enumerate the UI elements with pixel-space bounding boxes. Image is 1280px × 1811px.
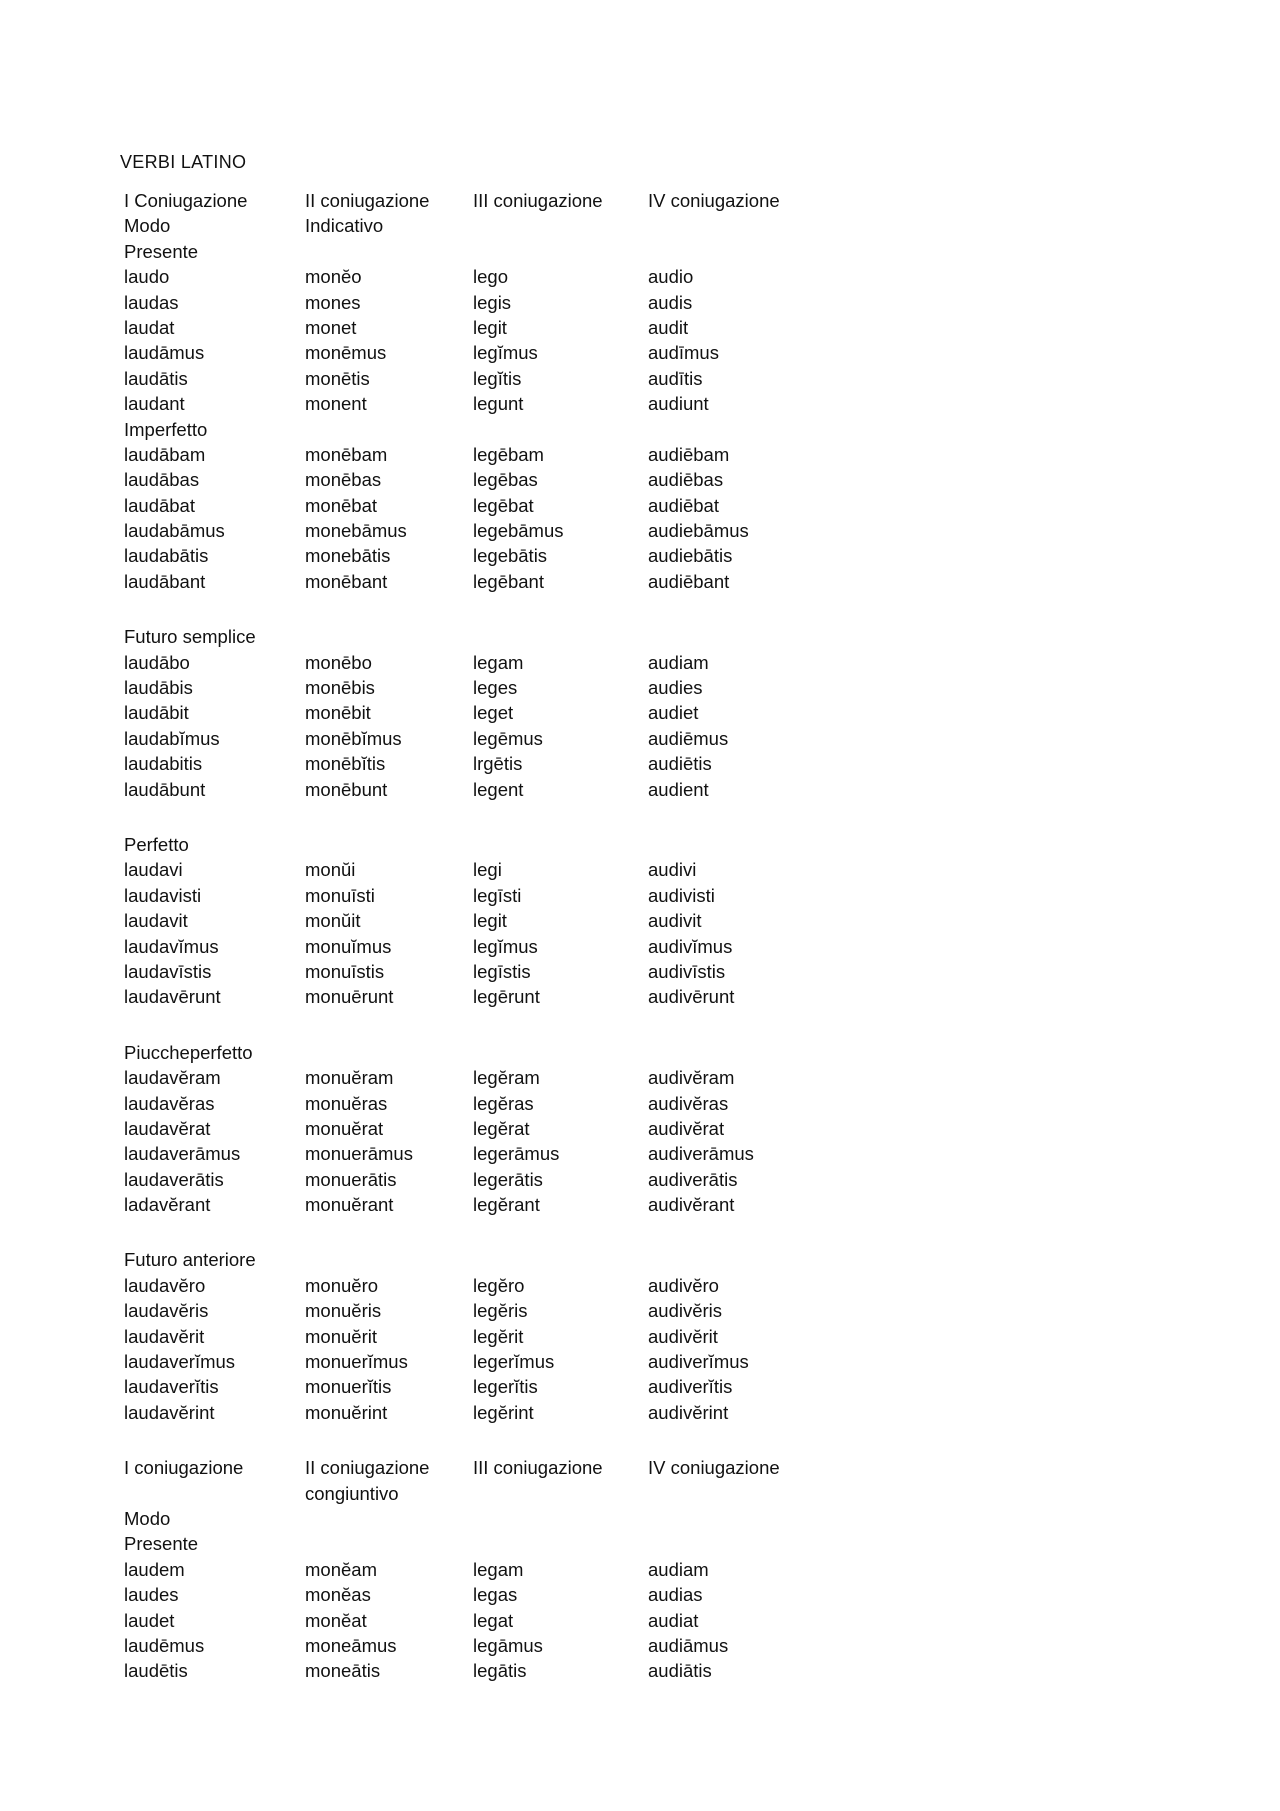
document-title: VERBI LATINO bbox=[120, 152, 247, 172]
conjugation-row-cell: audis bbox=[648, 291, 693, 313]
conjugation-row-cell: audiēbant bbox=[648, 570, 730, 592]
tense-heading bbox=[124, 1040, 824, 1065]
conjugation-row bbox=[124, 1608, 824, 1633]
conjugation-row-cell: leges bbox=[473, 677, 518, 699]
conjugation-row-cell: monuerātis bbox=[305, 1168, 397, 1190]
conjugation-row-cell: audiāmus bbox=[648, 1634, 729, 1656]
conjugation-row-cell: laudavit bbox=[124, 910, 188, 932]
conjugation-row-cell: monētis bbox=[305, 367, 370, 389]
conjugation-row bbox=[124, 1298, 824, 1323]
conjugation-row-cell: audivĕras bbox=[648, 1092, 729, 1114]
verb-table bbox=[124, 188, 824, 1684]
conjugation-row-cell: lrgētis bbox=[473, 753, 523, 775]
conjugation-row-cell: legēbam bbox=[473, 443, 544, 465]
conjugation-row-cell: audiētis bbox=[648, 753, 712, 775]
conjugation-row-cell: audiam bbox=[648, 1558, 709, 1580]
conjugation-row bbox=[124, 1273, 824, 1298]
conjugation-row-cell: laudabitis bbox=[124, 753, 203, 775]
conjugation-row-cell: monuĕras bbox=[305, 1092, 388, 1114]
conjugation-row-cell: laudem bbox=[124, 1558, 185, 1580]
conjugation-row bbox=[124, 543, 824, 568]
conjugation-row-cell: laudabĭmus bbox=[124, 727, 220, 749]
conjugation-row-cell: monuĕram bbox=[305, 1067, 394, 1089]
tense-heading-cell: Piuccheperfetto bbox=[124, 1041, 253, 1063]
tense-heading-cell: Presente bbox=[124, 1533, 199, 1555]
conjugation-row-cell: audias bbox=[648, 1584, 703, 1606]
conjugation-row-cell: audiam bbox=[648, 651, 709, 673]
conjugation-row-cell: monēbo bbox=[305, 651, 372, 673]
conjugation-row-cell: laudētis bbox=[124, 1660, 188, 1682]
conjugation-row-cell: laudābat bbox=[124, 494, 195, 516]
conjugation-row-cell: laudet bbox=[124, 1609, 175, 1631]
header-row-cell: II coniugazione bbox=[305, 1457, 430, 1479]
conjugation-row-cell: audivit bbox=[648, 910, 702, 932]
conjugation-row-cell: laudavĕrat bbox=[124, 1117, 211, 1139]
conjugation-row-cell: laudabātis bbox=[124, 545, 209, 567]
conjugation-row-cell: audivi bbox=[648, 859, 697, 881]
conjugation-row-cell: laudavĭmus bbox=[124, 935, 219, 957]
conjugation-row-cell: laudavĕro bbox=[124, 1274, 206, 1296]
conjugation-row-cell: moneātis bbox=[305, 1660, 381, 1682]
conjugation-row-cell: monēbat bbox=[305, 494, 377, 516]
tense-heading bbox=[124, 1531, 824, 1556]
conjugation-row-cell: monēbunt bbox=[305, 778, 388, 800]
conjugation-row-cell: monēbant bbox=[305, 570, 388, 592]
conjugation-row-cell: monuīsti bbox=[305, 884, 375, 906]
conjugation-row-cell: legis bbox=[473, 291, 512, 313]
conjugation-row-cell: legerĭtis bbox=[473, 1376, 538, 1398]
conjugation-row-cell: legebātis bbox=[473, 545, 548, 567]
conjugation-row-cell: audio bbox=[648, 266, 694, 288]
conjugation-row-cell: monuĕrat bbox=[305, 1117, 384, 1139]
conjugation-row-cell: audiverĭtis bbox=[648, 1376, 733, 1398]
conjugation-row-cell: laudes bbox=[124, 1584, 179, 1606]
header-row-cell: I Coniugazione bbox=[124, 190, 248, 211]
mode-row-cell: Indicativo bbox=[305, 215, 384, 237]
header-row-cell: IV coniugazione bbox=[648, 190, 780, 211]
conjugation-row-cell: monuērunt bbox=[305, 986, 394, 1008]
conjugation-row-cell: monebāmus bbox=[305, 520, 407, 542]
conjugation-row-cell: laudābam bbox=[124, 443, 206, 465]
conjugation-row bbox=[124, 1582, 824, 1607]
conjugation-row-cell: laudavĕram bbox=[124, 1067, 221, 1089]
conjugation-row-cell: audiēbat bbox=[648, 494, 719, 516]
conjugation-row-cell: monēbit bbox=[305, 702, 371, 724]
conjugation-row bbox=[124, 1141, 824, 1166]
conjugation-row-cell: audivisti bbox=[648, 884, 715, 906]
conjugation-row-cell: monet bbox=[305, 316, 357, 338]
conjugation-row-cell: legēmus bbox=[473, 727, 543, 749]
conjugation-row-cell: monuerāmus bbox=[305, 1143, 413, 1165]
conjugation-row-cell: audient bbox=[648, 778, 709, 800]
conjugation-row-cell: monĕas bbox=[305, 1584, 371, 1606]
conjugation-row bbox=[124, 777, 824, 802]
conjugation-row-cell: audivĭmus bbox=[648, 935, 733, 957]
conjugation-row bbox=[124, 984, 824, 1009]
conjugation-row-cell: monuĕrant bbox=[305, 1194, 394, 1216]
conjugation-row-cell: monuĕris bbox=[305, 1300, 382, 1322]
conjugation-row-cell: laudavĕras bbox=[124, 1092, 215, 1114]
conjugation-row-cell: mones bbox=[305, 291, 361, 313]
conjugation-row-cell: legit bbox=[473, 910, 507, 932]
conjugation-row-cell: audiat bbox=[648, 1609, 699, 1631]
header-row-cell: IV coniugazione bbox=[648, 1457, 780, 1479]
conjugation-row-cell: legēbat bbox=[473, 494, 534, 516]
conjugation-row-cell: ladavĕrant bbox=[124, 1194, 211, 1216]
conjugation-row-cell: monuerĭtis bbox=[305, 1376, 392, 1398]
mode-row bbox=[124, 1481, 824, 1506]
conjugation-row bbox=[124, 751, 824, 776]
conjugation-row-cell: audivĕrat bbox=[648, 1117, 725, 1139]
conjugation-row-cell: audītis bbox=[648, 367, 703, 389]
conjugation-row-cell: legĭmus bbox=[473, 935, 538, 957]
conjugation-row-cell: audiātis bbox=[648, 1660, 712, 1682]
conjugation-row bbox=[124, 518, 824, 543]
tense-heading bbox=[124, 1247, 824, 1272]
conjugation-row-cell: audivīstis bbox=[648, 960, 726, 982]
conjugation-row-cell: laudaverĭmus bbox=[124, 1351, 236, 1373]
conjugation-row-cell: leget bbox=[473, 702, 514, 724]
conjugation-row bbox=[124, 569, 824, 594]
conjugation-row bbox=[124, 264, 824, 289]
conjugation-row-cell: legerātis bbox=[473, 1168, 543, 1190]
conjugation-row-cell: legit bbox=[473, 316, 507, 338]
conjugation-row-cell: audivĕrant bbox=[648, 1194, 735, 1216]
conjugation-row-cell: laudābis bbox=[124, 677, 193, 699]
conjugation-row bbox=[124, 1192, 824, 1217]
conjugation-row-cell: laudas bbox=[124, 291, 179, 313]
header-row bbox=[124, 188, 824, 213]
conjugation-row-cell: audivērunt bbox=[648, 986, 735, 1008]
conjugation-row-cell: legērunt bbox=[473, 986, 540, 1008]
conjugation-row-cell: legĕrit bbox=[473, 1325, 524, 1347]
header-row-cell: III coniugazione bbox=[473, 190, 603, 211]
header-row-cell: II coniugazione bbox=[305, 190, 430, 211]
conjugation-row-cell: legīsti bbox=[473, 884, 522, 906]
conjugation-row bbox=[124, 290, 824, 315]
tense-heading bbox=[124, 832, 824, 857]
conjugation-row-cell: monuĕrint bbox=[305, 1401, 388, 1423]
conjugation-row-cell: legēbant bbox=[473, 570, 544, 592]
conjugation-row bbox=[124, 700, 824, 725]
conjugation-row-cell: monēbam bbox=[305, 443, 388, 465]
mode-row-cell: congiuntivo bbox=[305, 1482, 399, 1504]
conjugation-row bbox=[124, 1091, 824, 1116]
conjugation-row-cell: laudaverāmus bbox=[124, 1143, 241, 1165]
conjugation-row-cell: laudēmus bbox=[124, 1634, 205, 1656]
conjugation-row-cell: legerĭmus bbox=[473, 1351, 555, 1373]
mode-label-row bbox=[124, 1506, 824, 1531]
conjugation-row-cell: legātis bbox=[473, 1660, 527, 1682]
conjugation-row bbox=[124, 1167, 824, 1192]
tense-heading bbox=[124, 239, 824, 264]
conjugation-row-cell: legāmus bbox=[473, 1634, 543, 1656]
header-row-cell: III coniugazione bbox=[473, 1457, 603, 1479]
conjugation-row-cell: audiebāmus bbox=[648, 520, 749, 542]
conjugation-row-cell: laudaverātis bbox=[124, 1168, 224, 1190]
tense-heading bbox=[124, 417, 824, 442]
conjugation-row-cell: monent bbox=[305, 393, 367, 415]
conjugation-row-cell: audiverātis bbox=[648, 1168, 738, 1190]
conjugation-row bbox=[124, 340, 824, 365]
tense-heading-cell: Futuro semplice bbox=[124, 626, 256, 648]
conjugation-row-cell: legunt bbox=[473, 393, 524, 415]
conjugation-row-cell: laudo bbox=[124, 266, 170, 288]
conjugation-row-cell: lego bbox=[473, 266, 508, 288]
tense-heading-cell: Perfetto bbox=[124, 833, 189, 855]
conjugation-row-cell: audiebātis bbox=[648, 545, 733, 567]
conjugation-row-cell: monuĭmus bbox=[305, 935, 392, 957]
conjugation-row-cell: laudant bbox=[124, 393, 185, 415]
conjugation-row-cell: monuerĭmus bbox=[305, 1351, 408, 1373]
conjugation-row-cell: audiverĭmus bbox=[648, 1351, 749, 1373]
tense-heading bbox=[124, 624, 824, 649]
conjugation-row bbox=[124, 675, 824, 700]
conjugation-row-cell: monĕam bbox=[305, 1558, 377, 1580]
conjugation-row-cell: legĕram bbox=[473, 1067, 540, 1089]
conjugation-row bbox=[124, 1557, 824, 1582]
conjugation-row bbox=[124, 1658, 824, 1683]
conjugation-row-cell: laudābant bbox=[124, 570, 206, 592]
tense-heading-cell: Futuro anteriore bbox=[124, 1249, 256, 1271]
conjugation-row bbox=[124, 442, 824, 467]
conjugation-row-cell: audit bbox=[648, 316, 689, 338]
conjugation-row-cell: legīstis bbox=[473, 960, 531, 982]
conjugation-row bbox=[124, 1324, 824, 1349]
conjugation-row bbox=[124, 1374, 824, 1399]
header-row bbox=[124, 1455, 824, 1480]
conjugation-row bbox=[124, 934, 824, 959]
conjugation-row bbox=[124, 1633, 824, 1658]
conjugation-row-cell: audiverāmus bbox=[648, 1143, 754, 1165]
conjugation-row-cell: audivĕram bbox=[648, 1067, 735, 1089]
conjugation-row-cell: audiēbas bbox=[648, 469, 724, 491]
conjugation-row-cell: legĕro bbox=[473, 1274, 525, 1296]
conjugation-row bbox=[124, 366, 824, 391]
conjugation-row-cell: legĕras bbox=[473, 1092, 534, 1114]
conjugation-row-cell: laudabāmus bbox=[124, 520, 225, 542]
conjugation-row-cell: legat bbox=[473, 1609, 514, 1631]
conjugation-row-cell: legĕrint bbox=[473, 1401, 534, 1423]
conjugation-row bbox=[124, 650, 824, 675]
conjugation-row-cell: laudavīstis bbox=[124, 960, 212, 982]
conjugation-row-cell: monŭi bbox=[305, 859, 356, 881]
conjugation-row bbox=[124, 908, 824, 933]
conjugation-row bbox=[124, 726, 824, 751]
conjugation-row bbox=[124, 1349, 824, 1374]
conjugation-row-cell: laudavi bbox=[124, 859, 183, 881]
conjugation-row-cell: laudat bbox=[124, 316, 175, 338]
conjugation-row-cell: monēbas bbox=[305, 469, 382, 491]
conjugation-row-cell: monĕo bbox=[305, 266, 362, 288]
conjugation-row-cell: audīmus bbox=[648, 342, 719, 364]
conjugation-row bbox=[124, 391, 824, 416]
conjugation-row-cell: audivĕrit bbox=[648, 1325, 718, 1347]
mode-label-row-cell: Modo bbox=[124, 1507, 171, 1529]
conjugation-row-cell: legēbas bbox=[473, 469, 538, 491]
mode-row bbox=[124, 213, 824, 238]
conjugation-row-cell: moneāmus bbox=[305, 1634, 397, 1656]
conjugation-row-cell: monēbis bbox=[305, 677, 375, 699]
conjugation-row-cell: legam bbox=[473, 1558, 524, 1580]
conjugation-row-cell: laudābit bbox=[124, 702, 189, 724]
conjugation-row bbox=[124, 959, 824, 984]
conjugation-row-cell: legĕrant bbox=[473, 1194, 540, 1216]
conjugation-row bbox=[124, 1116, 824, 1141]
conjugation-row-cell: audivĕro bbox=[648, 1274, 719, 1296]
conjugation-row-cell: laudābo bbox=[124, 651, 190, 673]
mode-row-cell: Modo bbox=[124, 215, 171, 237]
conjugation-row-cell: audivĕrint bbox=[648, 1401, 729, 1423]
conjugation-row-cell: legi bbox=[473, 859, 502, 881]
conjugation-row-cell: laudābunt bbox=[124, 778, 206, 800]
conjugation-row-cell: legĕrat bbox=[473, 1117, 530, 1139]
conjugation-row-cell: legĭtis bbox=[473, 367, 522, 389]
conjugation-row-cell: audiet bbox=[648, 702, 699, 724]
conjugation-row-cell: monuĕrit bbox=[305, 1325, 377, 1347]
conjugation-row-cell: legĕris bbox=[473, 1300, 528, 1322]
conjugation-row bbox=[124, 883, 824, 908]
conjugation-row-cell: audiēbam bbox=[648, 443, 730, 465]
conjugation-row bbox=[124, 1400, 824, 1425]
header-row-cell: I coniugazione bbox=[124, 1457, 244, 1479]
conjugation-row bbox=[124, 467, 824, 492]
conjugation-row-cell: legam bbox=[473, 651, 524, 673]
conjugation-row-cell: legĭmus bbox=[473, 342, 538, 364]
conjugation-row-cell: monĕat bbox=[305, 1609, 367, 1631]
conjugation-row-cell: laudavērunt bbox=[124, 986, 221, 1008]
conjugation-row-cell: monēbĭmus bbox=[305, 727, 402, 749]
conjugation-row-cell: monēmus bbox=[305, 342, 387, 364]
conjugation-row-cell: laudaverĭtis bbox=[124, 1376, 219, 1398]
conjugation-row bbox=[124, 857, 824, 882]
conjugation-row-cell: audies bbox=[648, 677, 703, 699]
conjugation-row-cell: monuīstis bbox=[305, 960, 385, 982]
conjugation-row-cell: laudavĕris bbox=[124, 1300, 209, 1322]
conjugation-row-cell: monŭit bbox=[305, 910, 361, 932]
conjugation-row-cell: laudavĕrint bbox=[124, 1401, 215, 1423]
tense-heading-cell: Presente bbox=[124, 240, 199, 262]
conjugation-row-cell: monēbĭtis bbox=[305, 753, 386, 775]
conjugation-row-cell: audiunt bbox=[648, 393, 709, 415]
conjugation-row bbox=[124, 493, 824, 518]
conjugation-row-cell: laudābas bbox=[124, 469, 200, 491]
conjugation-row-cell: monebātis bbox=[305, 545, 391, 567]
conjugation-row-cell: audivĕris bbox=[648, 1300, 723, 1322]
conjugation-row-cell: legerāmus bbox=[473, 1143, 560, 1165]
conjugation-row-cell: laudātis bbox=[124, 367, 188, 389]
tense-heading-cell: Imperfetto bbox=[124, 418, 208, 440]
conjugation-row-cell: laudāmus bbox=[124, 342, 205, 364]
conjugation-row-cell: legent bbox=[473, 778, 524, 800]
conjugation-row-cell: laudavisti bbox=[124, 884, 202, 906]
conjugation-row bbox=[124, 1065, 824, 1090]
conjugation-row-cell: audiēmus bbox=[648, 727, 729, 749]
conjugation-row-cell: laudavĕrit bbox=[124, 1325, 205, 1347]
conjugation-row bbox=[124, 315, 824, 340]
conjugation-row-cell: monuĕro bbox=[305, 1274, 379, 1296]
conjugation-row-cell: legebāmus bbox=[473, 520, 564, 542]
conjugation-row-cell: legas bbox=[473, 1584, 518, 1606]
